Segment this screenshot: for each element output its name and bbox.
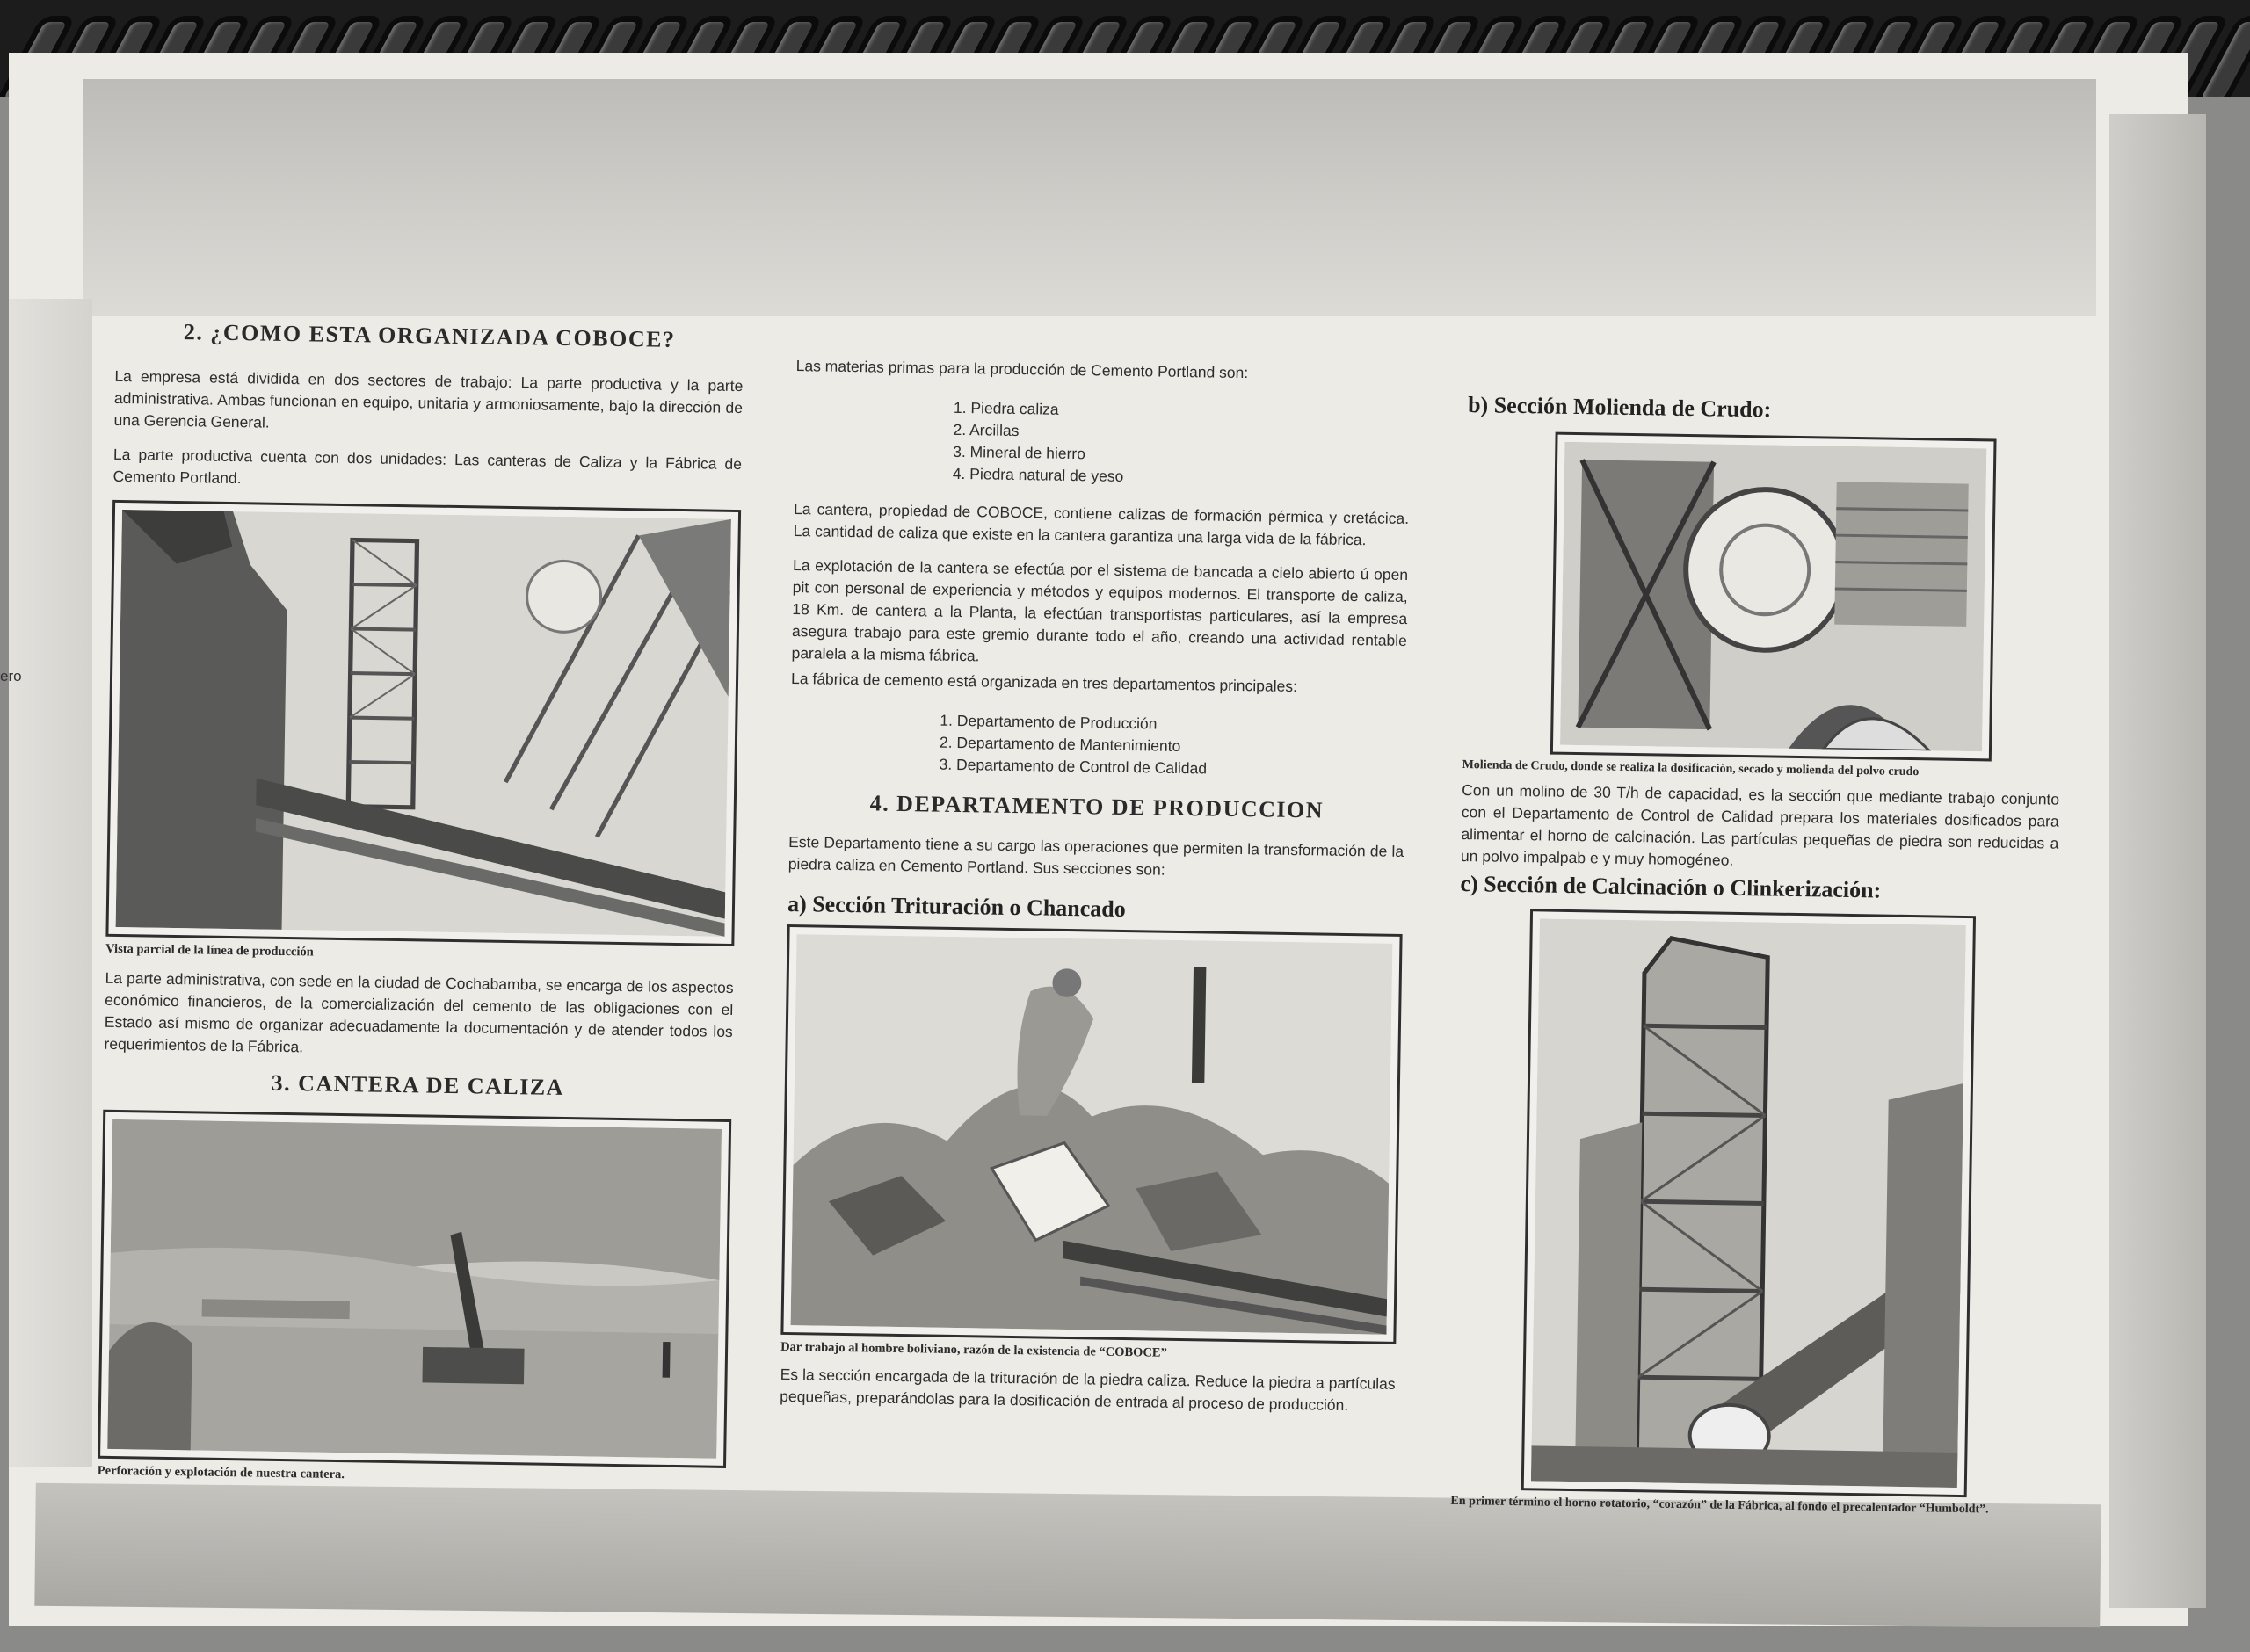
section-2-paragraph-1: La empresa está dividida en dos sectores de trabajo: La parte productiva y la parte administrativa. Ambas funcionan en equipo, unitaria y armoniosamente, bajo la dirección de una Gerencia General. [113, 366, 744, 431]
production-line-photo [105, 500, 741, 946]
list-item: 2. Departamento de Mantenimiento [939, 733, 1181, 755]
list-item: 2. Arcillas [953, 420, 1020, 440]
list-item: 3. Departamento de Control de Calidad [939, 755, 1208, 778]
crushing-photo [780, 924, 1402, 1344]
section-c-title: c) Sección de Calcinación o Clinkerización: [1460, 870, 1882, 903]
exploitation-paragraph: La explotación de la cantera se efectúa por el sistema de bancada a cielo abierto ú open pit con personal de experiencia y métodos y equipos modernos. El transporte de caliza, 18 Km. de cantera a la Planta, la efectúan transportistas particulares, así la empresa asegura trabajo para este gremio durante todo el año, creando una actividad rentable paralela a la misma fábrica. [791, 556, 1409, 665]
raw-mill-caption: Molienda de Crudo, donde se realiza la dosificación, secado y molienda del polvo crudo [1462, 757, 1920, 779]
section-b-title: b) Sección Molienda de Crudo: [1467, 392, 1772, 423]
quarry-image [107, 1119, 722, 1459]
section-2-title: 2. ¿COMO ESTA ORGANIZADA COBOCE? [183, 319, 676, 352]
quarry-paragraph: La cantera, propiedad de COBOCE, contiene calizas de formación pérmica y cretácica. La cantidad de caliza que existe en la cantera garantiza una larga vida de la fábrica. [793, 500, 1410, 549]
kiln-caption: En primer término el horno rotatorio, “corazón” de la Fábrica, al fondo el precalentador “Humboldt”. [1450, 1494, 1989, 1517]
section-a-title: a) Sección Trituración o Chancado [787, 890, 1126, 923]
section-3-title: 3. CANTERA DE CALIZA [271, 1069, 565, 1100]
right-column [1450, 392, 2065, 1518]
previous-page-fragment: ero [0, 668, 22, 685]
section-2-paragraph-2: La parte productiva cuenta con dos unidades: Las canteras de Caliza y la Fábrica de Cemento Portland. [112, 445, 743, 488]
list-item: 1. Departamento de Producción [940, 711, 1158, 733]
raw-materials-intro: Las materias primas para la producción de Cemento Portland son: [795, 357, 1249, 382]
list-item: 1. Piedra caliza [953, 398, 1059, 418]
section-4-title: 4. DEPARTAMENTO DE PRODUCCION [869, 790, 1325, 823]
crushing-image [791, 934, 1393, 1335]
quarry-photo [98, 1110, 731, 1468]
section-b-paragraph: Con un molino de 30 T/h de capacidad, es la sección que mediante trabajo conjunto con el Departamento de Control de Calidad prepara los materiales dosificados para alimentar el horno de calcinación. Las partículas pequeñas de piedra son reducidas a un polvo impalpab e y muy homogéneo. [1460, 780, 2060, 869]
left-column [98, 318, 744, 1489]
kiln-image [1531, 918, 1966, 1488]
section-a-paragraph: Es la sección encargada de la trituración de la piedra caliza. Reduce la piedra a partículas pequeñas, preparándolas para la dosificación de entrada al proceso de producción. [780, 1365, 1396, 1415]
raw-mill-image [1560, 442, 1986, 751]
crushing-caption: Dar trabajo al hombre boliviano, razón de la existencia de “COBOCE” [780, 1339, 1167, 1360]
quarry-caption: Perforación y explotación de nuestra cantera. [97, 1463, 345, 1482]
list-item: 3. Mineral de hierro [953, 442, 1086, 463]
departments-list [939, 710, 1405, 783]
raw-mill-photo [1550, 432, 1997, 762]
section-2-paragraph-3: La parte administrativa, con sede en la ciudad de Cochabamba, se encarga de los aspectos económico financieros, de la comercialización del cemento de las obligaciones con el Estado así mismo de organizar adecuadamente la documentación y de atender todos los requerimientos de la Fábrica. [104, 968, 734, 1056]
production-line-caption: Vista parcial de la línea de producción [105, 941, 314, 960]
production-line-image [116, 510, 731, 937]
middle-column [780, 355, 1412, 1430]
factory-paragraph: La fábrica de cemento está organizada en tres departamentos principales: [790, 669, 1298, 696]
raw-materials-list [953, 397, 1412, 492]
kiln-photo [1521, 909, 1976, 1497]
list-item: 4. Piedra natural de yeso [952, 464, 1124, 485]
section-4-paragraph: Este Departamento tiene a su cargo las operaciones que permiten la transformación de la piedra caliza en Cemento Portland. Sus secciones son: [788, 832, 1404, 879]
